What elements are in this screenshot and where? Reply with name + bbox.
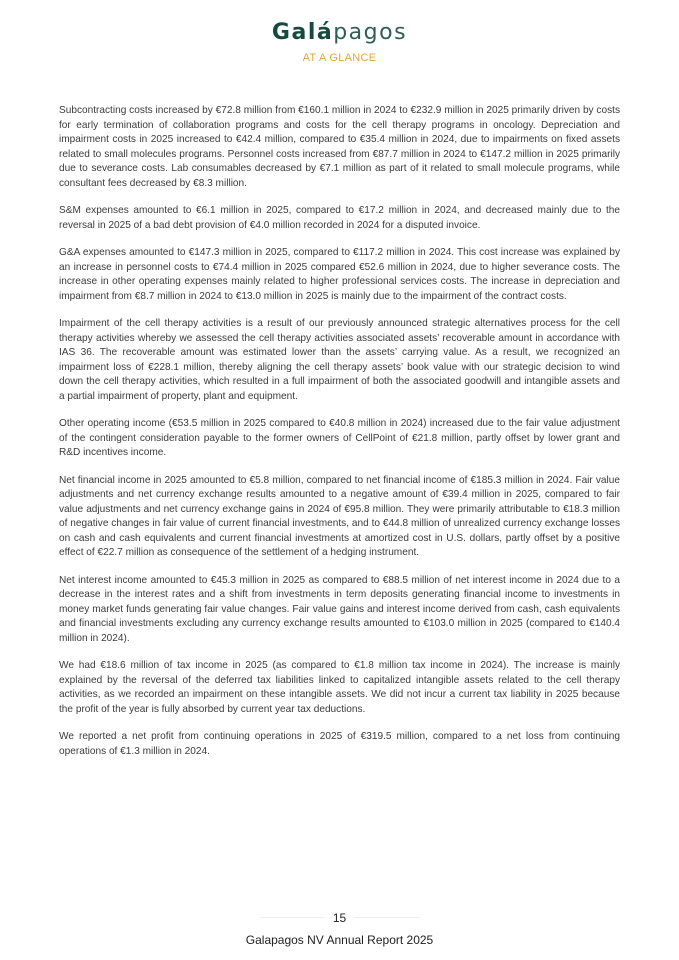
galapagos-logo (272, 18, 407, 48)
page-header (0, 18, 679, 64)
body-text (59, 104, 620, 772)
paragraph-tax-income: We had €18.6 million of tax income in 2025 (as compared to €1.8 million tax income in 2024). The increase is mainly explained by the reversal of the deferred tax liabilities linked to capitalized intangible assets related to the cell therapy activities, as we recorded an impairment on these intangible assets. We did not incur a current tax liability in 2025 because the profit of the year is fully absorbed by current year tax deductions. (59, 660, 620, 715)
page-number: 15 (325, 911, 354, 925)
section-label: AT A GLANCE (302, 52, 377, 64)
logo-light-text: pagos (333, 20, 408, 45)
paragraph-subcontracting: Subcontracting costs increased by €72.8 million from €160.1 million in 2024 to €232.9 million in 2025 primarily driven by costs for early termination of collaboration programs and costs for the cell therapy programs in oncology. Depreciation and impairment costs in 2025 increased to €42.4 million, compared to €35.4 million in 2024, due to impairments on fixed assets related to small molecules programs. Personnel costs increased from €87.7 million in 2024 to €147.2 million in 2025 primarily due to severance costs. Lab consumables decreased by €7.1 million as part of it related to small molecule programs, while consultant fees decreased by €8.3 million. (59, 105, 620, 189)
page-footer (0, 908, 679, 947)
paragraph-impairment: Impairment of the cell therapy activities is a result of our previously announced strategic alternatives process for the cell therapy activities whereby we assessed the cell therapy activities associated assets’ recoverable amount in accordance with IAS 36. The recoverable amount was estimated lower than the assets’ carrying value. As a result, we recognized an impairment loss of €228.1 million, thereby aligning the cell therapy assets’ book value with our strategic decision to wind down the cell therapy activities, which resulted in a full impairment of both the associated goodwill and intangible assets and a partial impairment of property, plant and equipment. (59, 318, 620, 402)
paragraph-ga-expenses: G&A expenses amounted to €147.3 million in 2025, compared to €117.2 million in 2024. This cost increase was explained by an increase in personnel costs to €74.4 million in 2025 compared €52.6 million in 2024, due to higher severance costs. The increase in other operating expenses mainly related to higher professional services costs. The increase in depreciation and impairment from €8.7 million in 2024 to €13.0 million in 2025 is mainly due to the impairment of the contract costs. (59, 247, 620, 302)
paragraph-net-financial-income: Net financial income in 2025 amounted to €5.8 million, compared to net financial income of €185.3 million in 2024. Fair value adjustments and net currency exchange results amounted to a negative amount of €39.4 million in 2025, compared to fair value adjustments and net currency exchange gains in 2024 of €95.8 million. They were primarily attributable to €18.3 million of negative changes in fair value of current financial investments, and to €44.8 million of unrealized currency exchange losses on cash and cash equivalents and current financial investments at amortized cost in U.S. dollars, partly offset by a positive effect of €22.7 million as consequence of the settlement of a hedging instrument. (59, 474, 620, 558)
paragraph-other-operating-income: Other operating income (€53.5 million in 2025 compared to €40.8 million in 2024) increased due to the fair value adjustment of the contingent consideration payable to the former owners of CellPoint of €21.8 million, partly offset by lower grant and R&D incentives income. (59, 418, 620, 458)
paragraph-sm-expenses: S&M expenses amounted to €6.1 million in 2025, compared to €17.2 million in 2024, and decreased mainly due to the reversal in 2025 of a bad debt provision of €4.0 million recorded in 2024 for a disputed invoice. (59, 205, 620, 231)
report-title: Galapagos NV Annual Report 2025 (245, 933, 434, 947)
logo-bold-text: Galá (271, 20, 334, 45)
paragraph-net-interest-income: Net interest income amounted to €45.3 million in 2025 as compared to €88.5 million of net interest income in 2024 due to a decrease in the interest rates and a shift from investments in term deposits generating financial income to investments in money market funds generating fair value changes. Fair value gains and interest income derived from cash, cash equivalents and financial investments excluding any currency exchange results amounted to €103.0 million in 2025 (compared to €140.4 million in 2024). (59, 574, 620, 644)
paragraph-net-profit: We reported a net profit from continuing operations in 2025 of €319.5 million, compared to a net loss from continuing operations of €1.3 million in 2024. (59, 731, 620, 757)
